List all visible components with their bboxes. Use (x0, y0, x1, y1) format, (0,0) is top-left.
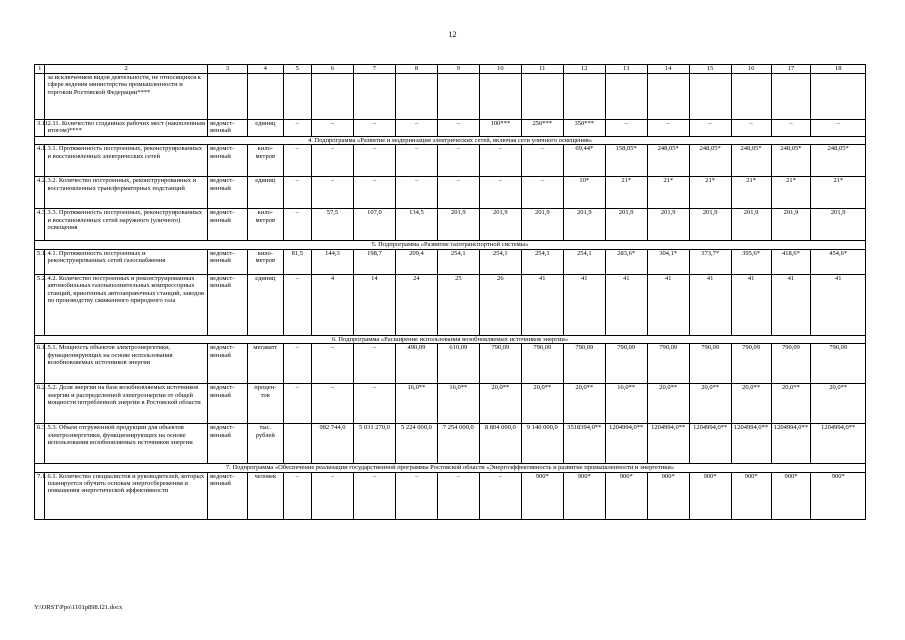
year-value: – (353, 384, 395, 424)
unit: человек (247, 472, 283, 519)
year-value: – (311, 344, 353, 384)
year-value: 490,09 (395, 344, 437, 384)
year-value: – (437, 472, 479, 519)
year-value: – (311, 145, 353, 177)
year-value: 41 (563, 274, 605, 335)
column-number: 7 (353, 65, 395, 74)
year-value: – (437, 120, 479, 137)
year-value (605, 74, 647, 120)
year-value: 1204994,0** (811, 424, 866, 464)
year-value: – (353, 344, 395, 384)
row-number (35, 74, 45, 120)
row-number: 6.1. (35, 344, 45, 384)
indicator-name: 5.3. Объем отгруженной продукции для объектов электроэнергетики, функционирующих на основе использования возобновляемых источников энергии (45, 424, 208, 464)
column-number: 1 (35, 65, 45, 74)
year-value: – (731, 120, 771, 137)
year-value (647, 74, 689, 120)
column-number: 13 (605, 65, 647, 74)
row-number: 4.1. (35, 145, 45, 177)
unit: единиц (247, 177, 283, 209)
subprogram-title: 6. Подпрограмма «Расширение использования возобновляемых источников энергии» (35, 335, 866, 343)
indicator-type: ведомст-венный (208, 249, 248, 274)
year-value: – (353, 120, 395, 137)
year-value: 100*** (479, 120, 521, 137)
year-value: 201,9 (689, 209, 731, 241)
year-value: – (353, 145, 395, 177)
column-number: 8 (395, 65, 437, 74)
indicator-name: 3.2. Количество построенных, реконструированных и восстановленных трансформаторных подстанций (45, 177, 208, 209)
year-value: 248,05* (811, 145, 866, 177)
table-row (35, 249, 866, 274)
year-value: 790,09 (731, 344, 771, 384)
year-value: 198,7 (353, 249, 395, 274)
year-value: 900* (605, 472, 647, 519)
year-value (563, 74, 605, 120)
year-value: 21* (771, 177, 811, 209)
indicator-name: 2.11. Количество созданных рабочих мест (накопленным итогом)**** (45, 120, 208, 137)
row-number: 6.3. (35, 424, 45, 464)
column-number: 5 (283, 65, 311, 74)
year-value: 16,0** (605, 384, 647, 424)
year-value: 790,09 (605, 344, 647, 384)
year-value: 24 (395, 274, 437, 335)
year-value: 5 224 000,0 (395, 424, 437, 464)
year-value: 20,0** (647, 384, 689, 424)
column-number: 9 (437, 65, 479, 74)
year-value: 201,9 (521, 209, 563, 241)
unit: тыс. рублей (247, 424, 283, 464)
indicator-type: ведомст-венный (208, 177, 248, 209)
year-value: 21* (605, 177, 647, 209)
year-value: 21* (731, 177, 771, 209)
subprogram-title: 7. Подпрограмма «Обеспечение реализации государственной программы Ростовской области «Энергоэффективность и развитие промышленности и энергетики» (35, 464, 866, 472)
year-value: 790,09 (479, 344, 521, 384)
year-value: 9 140 000,0 (521, 424, 563, 464)
year-value: 10* (563, 177, 605, 209)
year-value: 900* (811, 472, 866, 519)
indicator-type: ведомст-венный (208, 344, 248, 384)
year-value: 790,09 (647, 344, 689, 384)
year-value: 201,9 (771, 209, 811, 241)
year-value: 1204994,0** (771, 424, 811, 464)
year-value: 790,09 (521, 344, 563, 384)
year-value: 201,9 (647, 209, 689, 241)
row-number: 3.11 (35, 120, 45, 137)
year-value: – (353, 472, 395, 519)
year-value: 5 031 270,0 (353, 424, 395, 464)
table-row (35, 209, 866, 241)
year-value: 283,6* (605, 249, 647, 274)
year-value: – (283, 344, 311, 384)
year-value: 250*** (521, 120, 563, 137)
year-value: – (605, 120, 647, 137)
indicator-name: 4.2. Количество построенных и реконструированных автомобильных газонаполнительных компрессорных станций, криогенных автозаправочных станций, заводов по производству сжиженного природного газа (45, 274, 208, 335)
column-number: 6 (311, 65, 353, 74)
page-number: 12 (448, 30, 457, 39)
year-value (283, 424, 311, 464)
year-value (521, 74, 563, 120)
year-value: 248,05* (771, 145, 811, 177)
year-value: – (283, 209, 311, 241)
subprogram-header-row (35, 464, 866, 472)
year-value: 20,0** (521, 384, 563, 424)
column-number: 15 (689, 65, 731, 74)
column-number: 17 (771, 65, 811, 74)
table-row (35, 74, 866, 120)
year-value: – (647, 120, 689, 137)
year-value: – (311, 177, 353, 209)
subprogram-title: 5. Подпрограмма «Развитие газотранспортной системы» (35, 241, 866, 249)
table-row (35, 344, 866, 384)
year-value: 790,09 (811, 344, 866, 384)
indicator-name: 3.1. Протяженность построенных, реконструированных и восстановленных электрических сетей (45, 145, 208, 177)
indicator-type: ведомст-венный (208, 424, 248, 464)
year-value: 3518394,0** (563, 424, 605, 464)
year-value: 20,0** (689, 384, 731, 424)
year-value: 900* (689, 472, 731, 519)
year-value (811, 74, 866, 120)
year-value: 8 804 000,0 (479, 424, 521, 464)
year-value: 20,0** (479, 384, 521, 424)
indicator-name: 5.2. Доля энергии на базе возобновляемых источников энергии и распределенной электроэнергии от общей мощности потребленной энергии в Ростовской области (45, 384, 208, 424)
year-value: – (353, 177, 395, 209)
subprogram-header-row (35, 137, 866, 145)
column-number: 10 (479, 65, 521, 74)
year-value: 81,5 (283, 249, 311, 274)
year-value: 20,0** (811, 384, 866, 424)
year-value: 21* (647, 177, 689, 209)
year-value: 134,5 (395, 209, 437, 241)
year-value: – (283, 472, 311, 519)
year-value: – (479, 472, 521, 519)
column-number: 11 (521, 65, 563, 74)
year-value: 254,1 (437, 249, 479, 274)
column-number: 16 (731, 65, 771, 74)
year-value: 900* (731, 472, 771, 519)
year-value (311, 74, 353, 120)
year-value: – (311, 120, 353, 137)
year-value: 107,0 (353, 209, 395, 241)
year-value: 254,1 (563, 249, 605, 274)
year-value (731, 74, 771, 120)
year-value: 982 744,0 (311, 424, 353, 464)
year-value: 304,1* (647, 249, 689, 274)
year-value: 41 (605, 274, 647, 335)
year-value: – (437, 145, 479, 177)
year-value: 790,09 (771, 344, 811, 384)
row-number: 7.1. (35, 472, 45, 519)
year-value: 41 (689, 274, 731, 335)
year-value: 7 254 000,0 (437, 424, 479, 464)
year-value: 254,1 (521, 249, 563, 274)
year-value: 20,0** (563, 384, 605, 424)
year-value: 16,0** (395, 384, 437, 424)
year-value: 790,09 (689, 344, 731, 384)
year-value: 41 (521, 274, 563, 335)
file-path-footer: Y:\ORST\Ppo\1101p898.f21.docx (34, 604, 123, 611)
year-value: 69,44* (563, 145, 605, 177)
indicator-type: ведомст-венный (208, 274, 248, 335)
column-number: 3 (208, 65, 248, 74)
year-value: 4 (311, 274, 353, 335)
year-value: 20,0** (731, 384, 771, 424)
year-value: 248,05* (647, 145, 689, 177)
year-value: 201,9 (811, 209, 866, 241)
indicator-type: ведомст-венный (208, 209, 248, 241)
year-value: 25 (437, 274, 479, 335)
year-value: 900* (771, 472, 811, 519)
column-number: 12 (563, 65, 605, 74)
indicator-name: 3.3. Протяженность построенных, реконструированных и восстановленных сетей наружного (уличного) освещения (45, 209, 208, 241)
indicator-type: ведомст-венный (208, 120, 248, 137)
year-value: 201,9 (731, 209, 771, 241)
year-value: 254,1 (479, 249, 521, 274)
year-value: 454,6* (811, 249, 866, 274)
indicator-name: 6.1. Количество специалистов и руководителей, которых планируется обучить основам энергосбережения и повышения энергетической эффективности (45, 472, 208, 519)
row-number: 5.1. (35, 249, 45, 274)
year-value: 418,6* (771, 249, 811, 274)
subprogram-header-row (35, 335, 866, 343)
unit: единиц (247, 274, 283, 335)
year-value (395, 74, 437, 120)
column-number: 4 (247, 65, 283, 74)
year-value: 20,0** (771, 384, 811, 424)
indicator-name: за исключением видов деятельности, не относящихся к сфере ведения министерства промышленности и торговли Ростовской Федерации**** (45, 74, 208, 120)
year-value: 41 (811, 274, 866, 335)
year-value: 900* (647, 472, 689, 519)
year-value: – (479, 177, 521, 209)
row-number: 4.2. (35, 177, 45, 209)
year-value: 900* (521, 472, 563, 519)
year-value: 201,9 (605, 209, 647, 241)
table-row (35, 472, 866, 519)
indicator-type (208, 74, 248, 120)
year-value: – (311, 384, 353, 424)
table-row (35, 424, 866, 464)
table-row (35, 384, 866, 424)
unit: процен-тов (247, 384, 283, 424)
year-value: 41 (647, 274, 689, 335)
year-value: 21* (811, 177, 866, 209)
subprogram-title: 4. Подпрограмма «Развитие и модернизация электрических сетей, включая сети уличного освещения» (35, 137, 866, 145)
year-value: 248,05* (731, 145, 771, 177)
year-value: 144,3 (311, 249, 353, 274)
year-value: 201,9 (563, 209, 605, 241)
year-value: 57,5 (311, 209, 353, 241)
year-value: 41 (771, 274, 811, 335)
unit: кило-метров (247, 249, 283, 274)
year-value: 1204994,0** (731, 424, 771, 464)
year-value: – (283, 274, 311, 335)
year-value: 16,0** (437, 384, 479, 424)
indicator-name: 4.1. Протяженность построенных и реконструированных сетей газоснабжения (45, 249, 208, 274)
year-value: 14 (353, 274, 395, 335)
unit: мегаватт (247, 344, 283, 384)
year-value: 900* (563, 472, 605, 519)
year-value: – (283, 145, 311, 177)
table-row (35, 120, 866, 137)
indicator-type: ведомст-венный (208, 145, 248, 177)
year-value (771, 74, 811, 120)
year-value: 209,4 (395, 249, 437, 274)
indicator-type: ведомст-венный (208, 384, 248, 424)
row-number: 4.3. (35, 209, 45, 241)
year-value: – (395, 120, 437, 137)
year-value: – (311, 472, 353, 519)
unit: кило-метров (247, 145, 283, 177)
year-value: – (771, 120, 811, 137)
year-value: 201,9 (479, 209, 521, 241)
table-row (35, 145, 866, 177)
year-value: 395,6* (731, 249, 771, 274)
year-value: 373,7* (689, 249, 731, 274)
unit (247, 74, 283, 120)
year-value: – (689, 120, 731, 137)
unit: кило-метров (247, 209, 283, 241)
subprogram-header-row (35, 241, 866, 249)
year-value: 201,9 (437, 209, 479, 241)
column-number-row (35, 65, 866, 74)
year-value: – (283, 120, 311, 137)
unit: единиц (247, 120, 283, 137)
year-value (689, 74, 731, 120)
year-value: 248,05* (689, 145, 731, 177)
year-value: 1204994,0** (647, 424, 689, 464)
table-row (35, 177, 866, 209)
year-value: – (395, 177, 437, 209)
year-value: 26 (479, 274, 521, 335)
year-value: – (395, 145, 437, 177)
year-value (479, 74, 521, 120)
year-value: – (521, 177, 563, 209)
year-value: – (283, 384, 311, 424)
year-value: 1204994,0** (689, 424, 731, 464)
year-value (283, 74, 311, 120)
year-value: – (283, 177, 311, 209)
indicator-type: ведомст-венный (208, 472, 248, 519)
year-value (353, 74, 395, 120)
year-value: – (437, 177, 479, 209)
year-value: 158,05* (605, 145, 647, 177)
year-value: 41 (731, 274, 771, 335)
row-number: 6.2. (35, 384, 45, 424)
year-value: – (395, 472, 437, 519)
indicators-table (34, 64, 866, 520)
year-value: 350*** (563, 120, 605, 137)
column-number: 18 (811, 65, 866, 74)
column-number: 2 (45, 65, 208, 74)
table-row (35, 274, 866, 335)
row-number: 5.2. (35, 274, 45, 335)
year-value: 610,09 (437, 344, 479, 384)
column-number: 14 (647, 65, 689, 74)
year-value: – (811, 120, 866, 137)
year-value (437, 74, 479, 120)
year-value: 21* (689, 177, 731, 209)
year-value: 1204994,0** (605, 424, 647, 464)
year-value: – (479, 145, 521, 177)
year-value: 790,09 (563, 344, 605, 384)
indicator-name: 5.1. Мощность объектов электроэнергетики, функционирующих на основе использования возобновляемых источников энергии (45, 344, 208, 384)
year-value: – (521, 145, 563, 177)
